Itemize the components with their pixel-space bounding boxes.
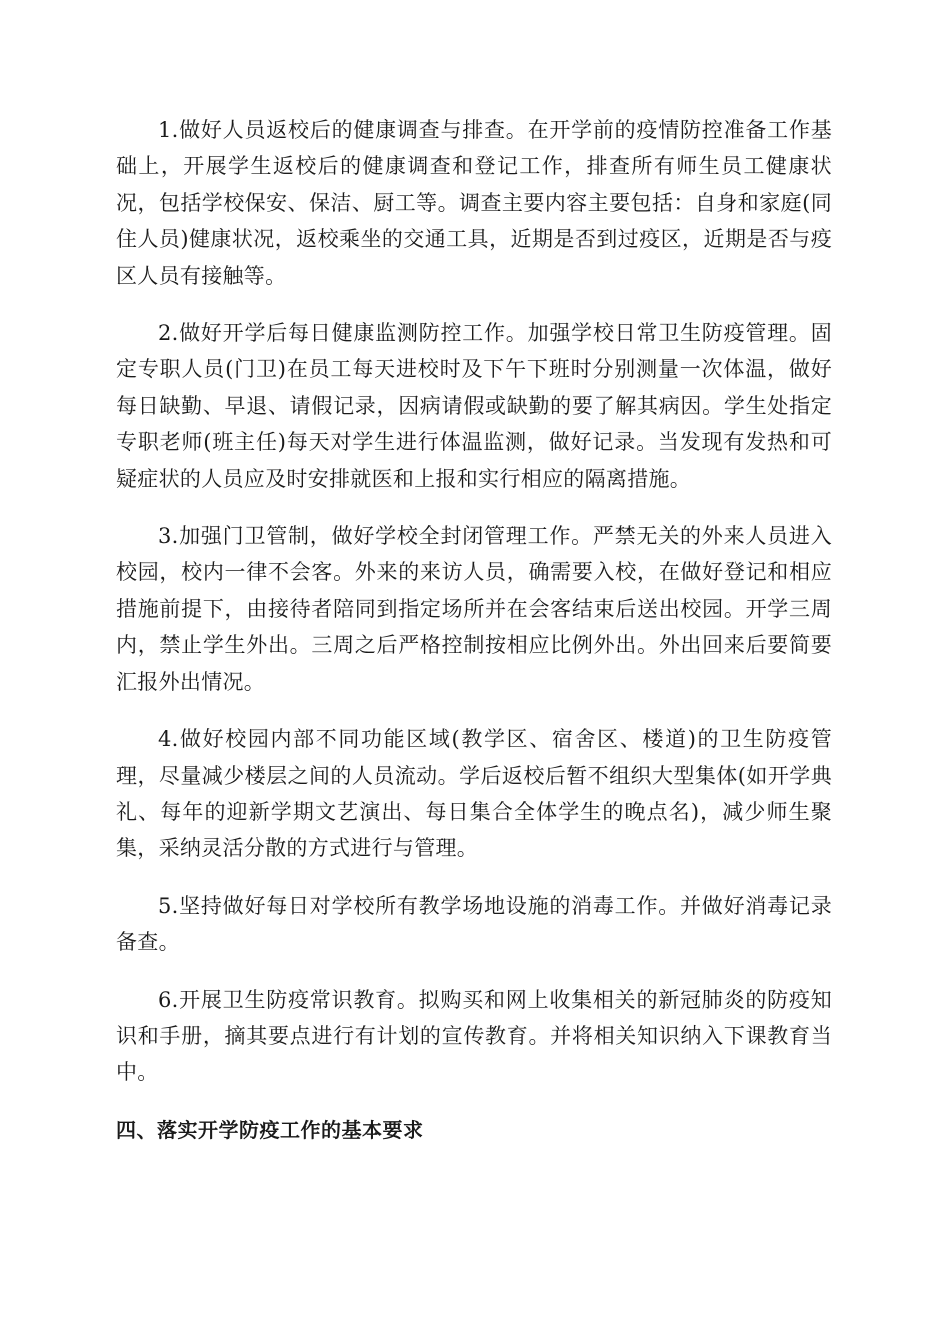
paragraph-1: 1.做好人员返校后的健康调查与排查。在开学前的疫情防控准备工作基础上，开展学生返校后的健康调查和登记工作，排查所有师生员工健康状况，包括学校保安、保洁、厨工等。调查主要内容主要包括：自身和家庭(同住人员)健康状况，返校乘坐的交通工具，近期是否到过疫区，近期是否与疫区人员有接触等。 [116, 118, 832, 288]
section-heading: 四、落实开学防疫工作的基本要求 [116, 1117, 424, 1142]
paragraph-3: 3.加强门卫管制，做好学校全封闭管理工作。严禁无关的外来人员进入校园，校内一律不会客。外来的来访人员，确需要入校，在做好登记和相应措施前提下，由接待者陪同到指定场所并在会客结束后送出校园。开学三周内，禁止学生外出。三周之后严格控制按相应比例外出。外出回来后要简要汇报外出情况。 [116, 524, 832, 694]
paragraph-4: 4.做好校园内部不同功能区域(教学区、宿舍区、楼道)的卫生防疫管理，尽量减少楼层之间的人员流动。学后返校后暂不组织大型集体(如开学典礼、每年的迎新学期文艺演出、每日集合全体学生的晚点名)，减少师生聚集，采纳灵活分散的方式进行与管理。 [116, 727, 832, 861]
paragraph-2: 2.做好开学后每日健康监测防控工作。加强学校日常卫生防疫管理。固定专职人员(门卫)在员工每天进校时及下午下班时分别测量一次体温，做好每日缺勤、早退、请假记录，因病请假或缺勤的要了解其病因。学生处指定专职老师(班主任)每天对学生进行体温监测，做好记录。当发现有发热和可疑症状的人员应及时安排就医和上报和实行相应的隔离措施。 [116, 321, 832, 491]
document-page [116, 112, 832, 1148]
paragraph-5: 5.坚持做好每日对学校所有教学场地设施的消毒工作。并做好消毒记录备查。 [116, 893, 832, 955]
paragraph-6: 6.开展卫生防疫常识教育。拟购买和网上收集相关的新冠肺炎的防疫知识和手册，摘其要点进行有计划的宣传教育。并将相关知识纳入下课教育当中。 [116, 987, 832, 1085]
